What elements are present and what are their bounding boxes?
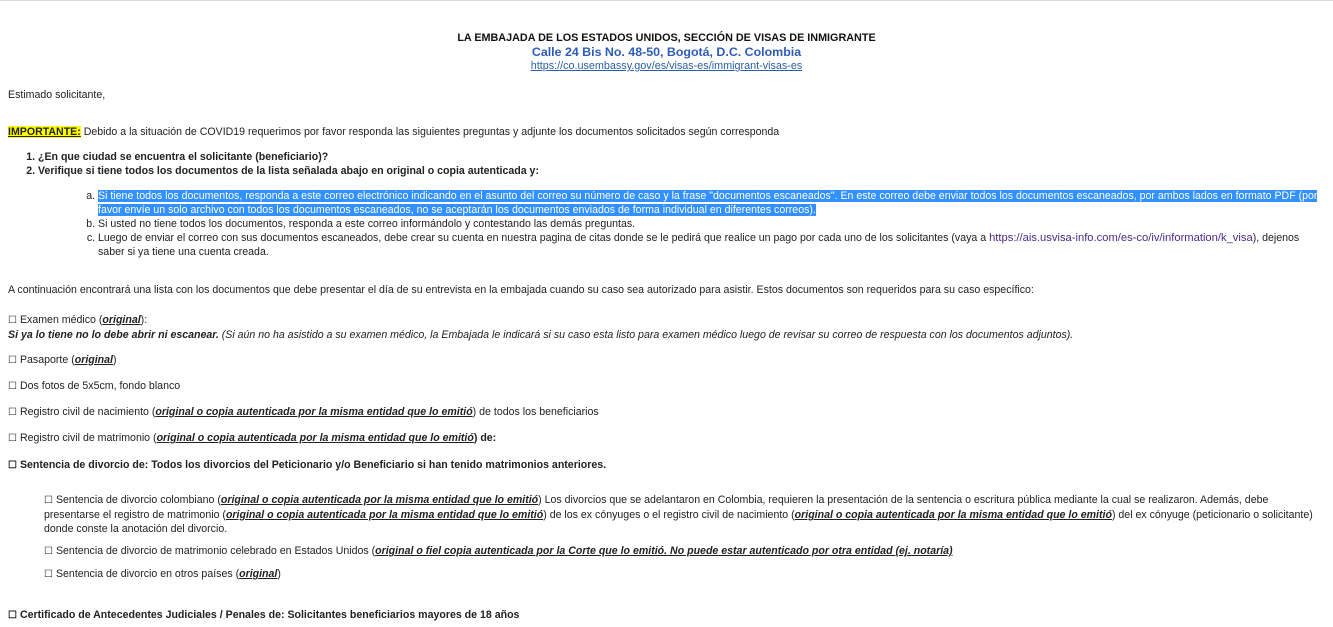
doc-passport: ☐ Pasaporte (original): [8, 354, 117, 366]
questions-list: [8, 151, 1325, 259]
embassy-url-link[interactable]: https://co.usembassy.gov/es/visas-es/immigrant-visas-es: [530, 60, 803, 72]
important-paragraph: [8, 125, 1325, 139]
checkbox-icon: ☐: [8, 460, 17, 471]
question-city: 1. ¿En que ciudad se encuentra el solicitante (beneficiario)?: [38, 151, 1325, 165]
doc-divorce-heading: ☐ Sentencia de divorcio de: Todos los divorcios del Peticionario y/o Beneficiario si han tenido matrimonios anteriores.: [8, 459, 607, 471]
divorce-subitems: [8, 493, 1325, 582]
embassy-address: Calle 24 Bis No. 48-50, Bogotá, D.C. Colombia: [531, 45, 802, 59]
email-document: [0, 1, 1333, 623]
checkbox-icon: ☐: [8, 381, 17, 392]
doc-divorce-colombia: ☐ Sentencia de divorcio colombiano (original o copia autenticada por la misma entidad que lo emitió) Los divorcios que se adelantaron en Colombia, requieren la presentación de la sentencia o escritura pública mediante la cual se realizaron. Además, debe presentarse el registro de matrimonio (original o copia autenticada por la misma entidad que lo emitió) de los ex cónyuges o el registro civil de nacimiento (original o copia autenticada por la misma entidad que lo emitió) del ex cónyuge (peticionario o solicitante) donde conste la anotación del divorcio.: [44, 494, 1313, 535]
greeting: Estimado solicitante,: [8, 89, 106, 101]
intro-paragraph: A continuación encontrará una lista con los documentos que debe presentar el día de su entrevista en la embajada cuando su caso sea autorizado para asistir. Estos documentos son requeridos para su caso específico:: [8, 284, 1034, 296]
important-label: IMPORTANTE:: [8, 126, 81, 138]
checkbox-icon: ☐: [8, 407, 17, 418]
option-a: [98, 189, 1325, 217]
header: [8, 1, 1325, 73]
checkbox-icon: ☐: [44, 569, 53, 580]
checkbox-icon: ☐: [8, 355, 17, 366]
doc-photos: ☐ Dos fotos de 5x5cm, fondo blanco: [8, 380, 181, 392]
checkbox-icon: ☐: [8, 315, 17, 326]
question-documents: 2. Verifique si tiene todos los documentos de la lista señalada abajo en original o copia autenticada y: a. Si tiene todos los documentos, responda a este correo electrónico indicando en el asunto del correo su número de caso y la frase "documentos escaneados". En este correo debe enviar todos los documentos escaneados, por ambos lados en formato PDF (por favor envíe un solo archivo con todos los documentos escaneados, no se aceptarán los documentos enviados de forma individual en diferentes correos). b. Si usted no tiene todos los documentos, responda a este correo informándolo y contestando las demás preguntas. c. Luego de enviar el correo con sus documentos escaneados, debe crear su cuenta en nuestra pagina de citas donde se le pedirá que realice un pago por cada uno de los solicitantes (vaya a https://ais.usvisa-info.com/es-co/iv/information/k_visa), dejenos saber si ya tiene una cuenta creada.: [38, 165, 1325, 260]
option-b: b. Si usted no tiene todos los documentos, responda a este correo informándolo y contestando las demás preguntas.: [98, 217, 1325, 231]
doc-birth-registry: ☐ Registro civil de nacimiento (original o copia autenticada por la misma entidad que lo emitió) de todos los beneficiarios: [8, 406, 599, 418]
option-c: c. Luego de enviar el correo con sus documentos escaneados, debe crear su cuenta en nuestra pagina de citas donde se le pedirá que realice un pago por cada uno de los solicitantes (vaya a https://ais.usvisa-info.com/es-co/iv/information/k_visa), dejenos saber si ya tiene una cuenta creada.: [98, 231, 1325, 259]
important-text: Debido a la situación de COVID19 requerimos por favor responda las siguientes preguntas y adjunte los documentos solicitados según corresponda: [80, 126, 780, 138]
ais-link[interactable]: https://ais.usvisa-info.com/es-co/iv/information/k_visa: [989, 232, 1253, 244]
doc-divorce-other: ☐ Sentencia de divorcio en otros países (original): [44, 568, 281, 580]
options-list: [38, 189, 1325, 259]
doc-divorce-us: ☐ Sentencia de divorcio de matrimonio celebrado en Estados Unidos (original o fiel copia autenticada por la Corte que lo emitió. No puede estar autenticado por otra entidad (ej. notaría): [44, 545, 953, 557]
doc-marriage-registry: ☐ Registro civil de matrimonio (original o copia autenticada por la misma entidad que lo emitió) de:: [8, 432, 497, 444]
checkbox-icon: ☐: [8, 433, 17, 444]
exam-note-bold: Si ya lo tiene no lo debe abrir ni escanear.: [8, 329, 219, 341]
exam-note: (Si aún no ha asistido a su examen médico, la Embajada le indicará si su caso esta listo para examen médico luego de revisar su correo de respuesta con los documentos adjuntos).: [218, 329, 1074, 341]
checkbox-icon: ☐: [44, 495, 53, 506]
checkbox-icon: ☐: [44, 546, 53, 557]
selected-text[interactable]: Si tiene todos los documentos, responda a este correo electrónico indicando en el asunto del correo su número de caso y la frase "documentos escaneados". En este correo debe enviar todos los documentos escaneados, por ambos lados en formato PDF (por favor envíe un solo archivo con todos los documentos escaneados, no se aceptarán los documentos enviados de forma individual en diferentes correos).: [98, 190, 1318, 216]
doc-medical-exam: ☐ Examen médico (original): Si ya lo tiene no lo debe abrir ni escanear. (Si aún no ha asistido a su examen médico, la Embajada le indicará si su caso esta listo para examen médico luego de revisar su correo de respuesta con los documentos adjuntos).: [8, 314, 1074, 341]
embassy-title: LA EMBAJADA DE LOS ESTADOS UNIDOS, SECCIÓN DE VISAS DE INMIGRANTE: [457, 32, 876, 44]
doc-criminal-record: ☐ Certificado de Antecedentes Judiciales / Penales de: Solicitantes beneficiarios mayores de 18 años: [8, 609, 520, 621]
checkbox-icon: ☐: [8, 610, 17, 621]
